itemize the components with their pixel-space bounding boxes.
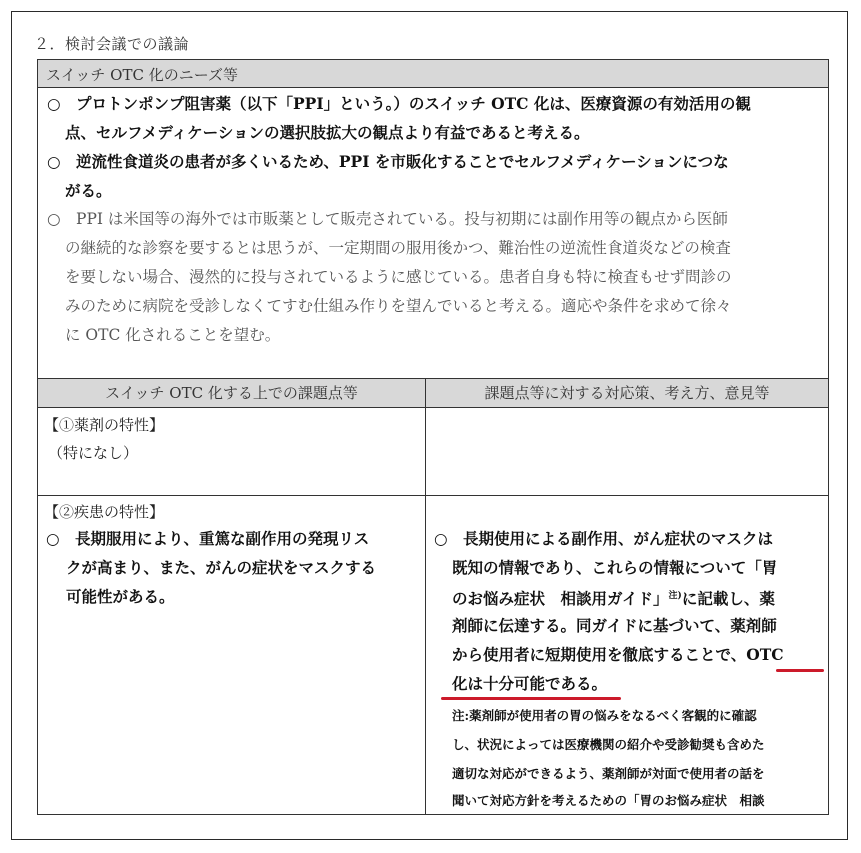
- row2-title: 【②疾患の特性】: [44, 503, 165, 521]
- needs-line-4: がる。: [65, 181, 112, 200]
- needs-line-1: ○ プロトンポンプ阻害薬（以下「PPI」という。）のスイッチ OTC 化は、医療資源の有効活用の観: [47, 94, 751, 113]
- note-line-1: 注:薬剤師が使用者の胃の悩みをなるべく客観的に確認: [452, 708, 757, 723]
- needs-line-3: ○ 逆流性食道炎の患者が多くいるため、PPI を市販化することでセルフメディケーションにつな: [47, 152, 729, 171]
- guide-name: のお悩み症状 相談用ガイド」: [452, 589, 669, 609]
- red-underline-2: [441, 697, 621, 700]
- row2-right-line-1: ○ 長期使用による副作用、がん症状のマスクは: [434, 529, 774, 548]
- section-title: ２．検討会議での議論: [34, 35, 190, 53]
- needs-box: [37, 59, 829, 379]
- row2-left-line-1: ○ 長期服用により、重篤な副作用の発現リス: [46, 529, 370, 548]
- needs-line-2: 点、セルフメディケーションの選択肢拡大の観点より有益であると考える。: [65, 123, 590, 142]
- row2-left-line-3: 可能性がある。: [66, 587, 175, 606]
- needs-header: スイッチ OTC 化のニーズ等: [38, 60, 828, 88]
- guide-continuation: に記載し、薬: [681, 589, 775, 609]
- note-reference: 注): [668, 591, 682, 601]
- note-line-3: 適切な対応ができるよう、薬剤師が対面で使用者の話を: [452, 766, 765, 781]
- needs-line-5: ○ PPI は米国等の海外では市販薬として販売されている。投与初期には副作用等の観点から医師: [47, 210, 728, 228]
- col1-header: スイッチ OTC 化する上での課題点等: [38, 379, 425, 408]
- red-underline-1: [776, 669, 824, 672]
- issues-table: [37, 379, 829, 815]
- otc-emphasis: OTC: [746, 645, 784, 664]
- needs-line-6: の継続的な診察を要するとは思うが、一定期間の服用後かつ、難治性の逆流性食道炎などの検査: [65, 239, 731, 257]
- row2-right-line-6: 化は十分可能である。: [452, 674, 608, 693]
- needs-line-8: みのために病院を受診しなくてすむ仕組み作りを望んでいると考える。適応や条件を求めて徐々: [65, 297, 732, 315]
- row2-right-line-4: 剤師に伝達する。同ガイドに基づいて、薬剤師: [452, 616, 777, 635]
- row2-left-line-2: クが高まり、また、がんの症状をマスクする: [66, 558, 377, 577]
- needs-line-9: に OTC 化されることを望む。: [65, 326, 281, 344]
- note-line-2: し、状況によっては医療機関の紹介や受診勧奨も含めた: [452, 737, 765, 752]
- row2-right-line-3a: [452, 582, 775, 613]
- row-divider: [38, 495, 828, 496]
- column-divider: [425, 379, 426, 814]
- col2-header: 課題点等に対する対応策、考え方、意見等: [426, 379, 828, 408]
- note-line-4: 聞いて対応方針を考えるための「胃のお悩み症状 相談: [452, 793, 765, 808]
- row1-title: 【①薬剤の特性】: [44, 416, 165, 434]
- short-use-text: から使用者に短期使用を徹底することで、: [452, 645, 747, 664]
- row2-right-line-5: [452, 640, 784, 669]
- row1-body: （特になし）: [48, 444, 139, 462]
- row2-right-line-2: 既知の情報であり、これらの情報について「胃: [452, 558, 778, 577]
- needs-line-7: を要しない場合、漫然的に投与されているように感じている。患者自身も特に検査もせず問診の: [65, 268, 732, 286]
